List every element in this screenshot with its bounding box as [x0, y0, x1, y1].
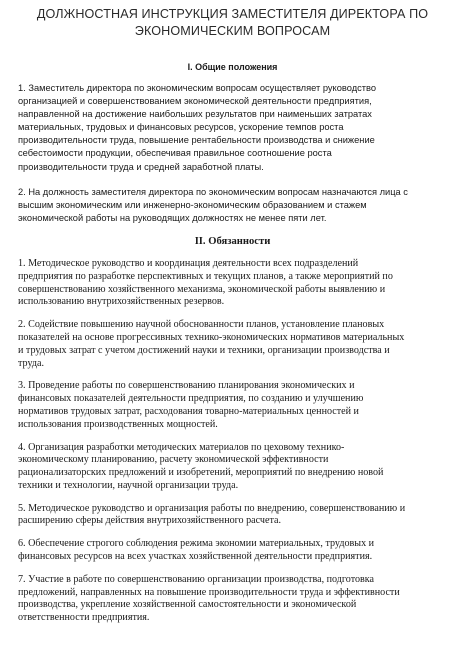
paragraph-line: совершенствованию хозяйственного механизма, экономической работы выявлению и: [18, 283, 386, 295]
paragraph-line: расширению сферы действия внутрихозяйственного расчета.: [18, 515, 282, 527]
paragraph-line: 6. Обеспечение строгого соблюдения режима экономии материальных, трудовых и: [18, 538, 375, 550]
paragraph-line: финансовых ресурсов на всех участках хозяйственной деятельности предприятия.: [18, 551, 373, 563]
section-heading: I. Общие положения: [187, 62, 278, 72]
paragraph-line: предприятия по разработке перспективных и текущих планов, а также мероприятий по: [18, 270, 393, 282]
paragraph: [18, 503, 447, 529]
paragraph: [18, 380, 447, 431]
paragraph-line: финансовых показателей деятельности предприятия, по созданию и улучшению: [18, 393, 364, 405]
paragraph-line: экономическому планированию, расчету экономической эффективности: [18, 454, 329, 466]
paragraph: [18, 442, 447, 493]
section-general-provisions: [18, 61, 447, 225]
paragraph-line: ответственности предприятия.: [18, 612, 150, 624]
paragraph-line: производительности труда, повышение рентабельности производства и снижение: [18, 135, 375, 146]
section-heading: II. Обязанности: [194, 235, 271, 247]
paragraph-line: использования производственных мощностей.: [18, 418, 218, 430]
paragraph-line: 3. Проведение работы по совершенствованию планирования экономических и: [18, 380, 355, 392]
paragraph-line: использованию внутрихозяйственных резервов.: [18, 296, 225, 308]
paragraph-line: производства, укрепление хозяйственной самостоятельности и экономической: [18, 599, 357, 611]
paragraph-line: техники и технологии, научной организации труда.: [18, 479, 239, 491]
paragraph-line: 2. На должность заместителя директора по экономическим вопросам назначаются лица с: [18, 186, 408, 197]
paragraph-line: 2. Содействие повышению научной обоснованности планов, установление плановых: [18, 319, 385, 331]
document-title-line: ДОЛЖНОСТНАЯ ИНСТРУКЦИЯ ЗАМЕСТИТЕЛЯ ДИРЕКТОРА ПО: [36, 7, 429, 21]
paragraph-line: экономической работы на руководящих должностях не менее пяти лет.: [18, 212, 327, 223]
paragraph-line: показателей на основе прогрессивных технико-экономических нормативов материальных: [18, 331, 405, 343]
paragraph-line: предложений, направленных на повышение производительности труда и эффективности: [18, 586, 400, 598]
paragraph: [18, 319, 447, 370]
paragraph-line: 1. Заместитель директора по экономическим вопросам осуществляет руководство: [18, 83, 377, 93]
paragraph-line: направленной на достижение наибольших результатов при наименьших затратах: [18, 109, 372, 120]
paragraph-line: производительности труда и средней заработной платы.: [18, 161, 264, 172]
paragraph-line: организацией и совершенствованием экономической деятельности предприятия,: [18, 96, 372, 107]
paragraph: [18, 574, 447, 625]
paragraph-line: высшим экономическим или инженерно-экономическим образованием и стажем: [18, 199, 367, 210]
paragraph-line: 5. Методическое руководство и организация работы по внедрению, совершенствованию и: [18, 502, 406, 514]
paragraph-line: нормативов трудовых затрат, расходования товарно-материальных ценностей и: [18, 405, 359, 417]
paragraph-line: себестоимости продукции, обеспечивая правильное соотношение роста: [18, 148, 332, 159]
paragraph-line: 1. Методическое руководство и координация деятельности всех подразделений: [18, 257, 359, 269]
document-title-line: ЭКОНОМИЧЕСКИМ ВОПРОСАМ: [134, 24, 331, 38]
paragraph: [18, 258, 447, 309]
document-title: [18, 6, 447, 40]
paragraph-line: материальных, трудовых и финансовых ресурсов, ускорение темпов роста: [18, 122, 344, 133]
paragraph-line: труда.: [18, 357, 44, 369]
paragraph-line: 7. Участие в работе по совершенствованию организации производства, подготовка: [18, 573, 375, 585]
paragraph: [18, 82, 447, 174]
paragraph: [18, 538, 447, 564]
paragraph-line: и трудовых затрат с учетом достижений науки и техники, организации производства и: [18, 344, 390, 356]
paragraph-line: 4. Организация разработки методических материалов по цеховому технико-: [18, 441, 345, 453]
paragraph-line: рационализаторских предложений и изобретений, мероприятий по внедрению новой: [18, 467, 384, 479]
section-duties: [18, 235, 447, 625]
paragraph: [18, 186, 447, 225]
